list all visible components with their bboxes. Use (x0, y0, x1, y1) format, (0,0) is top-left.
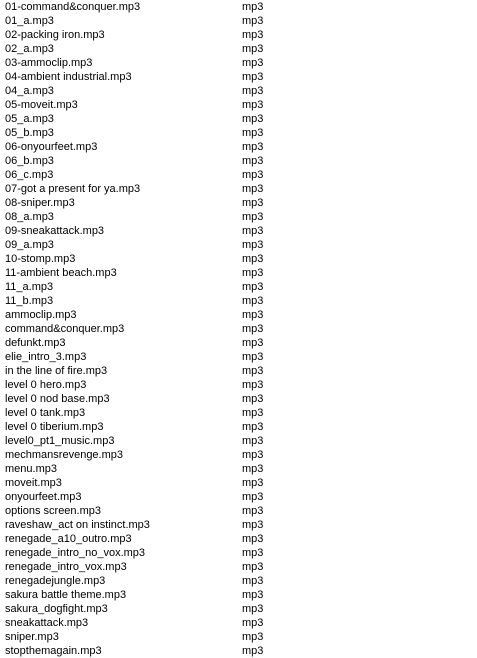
file-type: mp3 (242, 225, 264, 237)
file-name: mechmansrevenge.mp3 (5, 449, 124, 461)
file-name: in the line of fire.mp3 (5, 365, 108, 377)
file-row[interactable] (0, 476, 477, 490)
file-type: mp3 (242, 43, 264, 55)
file-name: 02_a.mp3 (5, 43, 54, 55)
file-name: 05-moveit.mp3 (5, 99, 78, 111)
file-name: level 0 tiberium.mp3 (5, 421, 104, 433)
file-name: 01-command&conquer.mp3 (5, 1, 141, 13)
file-name: level0_pt1_music.mp3 (5, 435, 115, 447)
file-type: mp3 (242, 365, 264, 377)
file-row[interactable] (0, 308, 477, 322)
file-row[interactable] (0, 28, 477, 42)
file-type: mp3 (242, 239, 264, 251)
file-row[interactable] (0, 560, 477, 574)
file-row[interactable] (0, 336, 477, 350)
file-name: options screen.mp3 (5, 505, 101, 517)
file-name: 05_a.mp3 (5, 113, 54, 125)
file-type: mp3 (242, 29, 264, 41)
file-type: mp3 (242, 197, 264, 209)
file-name: moveit.mp3 (5, 477, 62, 489)
file-type: mp3 (242, 57, 264, 69)
file-name: 07-got a present for ya.mp3 (5, 183, 141, 195)
file-row[interactable] (0, 350, 477, 364)
file-type: mp3 (242, 645, 264, 657)
file-row[interactable] (0, 490, 477, 504)
file-row[interactable] (0, 462, 477, 476)
file-type: mp3 (242, 323, 264, 335)
file-name: 03-ammoclip.mp3 (5, 57, 93, 69)
file-row[interactable] (0, 168, 477, 182)
file-row[interactable] (0, 434, 477, 448)
file-name: sniper.mp3 (5, 631, 59, 643)
file-row[interactable] (0, 210, 477, 224)
file-name: stopthemagain.mp3 (5, 645, 102, 657)
file-row[interactable] (0, 574, 477, 588)
file-name: 11_b.mp3 (5, 295, 54, 307)
file-type: mp3 (242, 421, 264, 433)
file-row[interactable] (0, 364, 477, 378)
file-name: defunkt.mp3 (5, 337, 66, 349)
file-type: mp3 (242, 603, 264, 615)
file-row[interactable] (0, 56, 477, 70)
file-type: mp3 (242, 351, 264, 363)
file-name: level 0 nod base.mp3 (5, 393, 110, 405)
file-name: renegadejungle.mp3 (5, 575, 106, 587)
file-type: mp3 (242, 281, 264, 293)
file-name: 02-packing iron.mp3 (5, 29, 105, 41)
file-name: 10-stomp.mp3 (5, 253, 76, 265)
file-row[interactable] (0, 140, 477, 154)
file-name: 06_c.mp3 (5, 169, 54, 181)
file-name: 06-onyourfeet.mp3 (5, 141, 98, 153)
file-type: mp3 (242, 463, 264, 475)
file-name: level 0 tank.mp3 (5, 407, 86, 419)
file-type: mp3 (242, 85, 264, 97)
file-row[interactable] (0, 182, 477, 196)
file-name: 01_a.mp3 (5, 15, 54, 27)
file-name: raveshaw_act on instinct.mp3 (5, 519, 150, 531)
file-row[interactable] (0, 154, 477, 168)
file-row[interactable] (0, 630, 477, 644)
file-name: elie_intro_3.mp3 (5, 351, 87, 363)
file-name: 06_b.mp3 (5, 155, 54, 167)
file-type: mp3 (242, 393, 264, 405)
file-type: mp3 (242, 253, 264, 265)
file-type: mp3 (242, 505, 264, 517)
file-row[interactable] (0, 266, 477, 280)
file-name: 09_a.mp3 (5, 239, 54, 251)
file-name: onyourfeet.mp3 (5, 491, 82, 503)
file-type: mp3 (242, 141, 264, 153)
file-name: 05_b.mp3 (5, 127, 54, 139)
file-name: sneakattack.mp3 (5, 617, 89, 629)
file-name: 04-ambient industrial.mp3 (5, 71, 132, 83)
file-row[interactable] (0, 616, 477, 630)
file-name: renegade_intro_no_vox.mp3 (5, 547, 146, 559)
file-row[interactable] (0, 322, 477, 336)
file-row[interactable] (0, 0, 477, 14)
file-row[interactable] (0, 532, 477, 546)
file-name: sakura_dogfight.mp3 (5, 603, 108, 615)
file-type: mp3 (242, 127, 264, 139)
file-row[interactable] (0, 196, 477, 210)
file-type: mp3 (242, 519, 264, 531)
file-type: mp3 (242, 477, 264, 489)
file-type: mp3 (242, 71, 264, 83)
file-name: ammoclip.mp3 (5, 309, 77, 321)
file-type: mp3 (242, 547, 264, 559)
file-type: mp3 (242, 491, 264, 503)
file-type: mp3 (242, 631, 264, 643)
file-name: menu.mp3 (5, 463, 57, 475)
file-type: mp3 (242, 309, 264, 321)
file-type: mp3 (242, 211, 264, 223)
file-type: mp3 (242, 295, 264, 307)
file-row[interactable] (0, 224, 477, 238)
file-name: sakura battle theme.mp3 (5, 589, 127, 601)
file-type: mp3 (242, 449, 264, 461)
file-row[interactable] (0, 14, 477, 28)
file-row[interactable] (0, 546, 477, 560)
file-name: level 0 hero.mp3 (5, 379, 87, 391)
file-name: 11-ambient beach.mp3 (5, 267, 117, 279)
file-name: command&conquer.mp3 (5, 323, 125, 335)
file-row[interactable] (0, 420, 477, 434)
file-name: 09-sneakattack.mp3 (5, 225, 105, 237)
file-type: mp3 (242, 183, 264, 195)
file-row[interactable] (0, 98, 477, 112)
file-row[interactable] (0, 406, 477, 420)
file-type: mp3 (242, 533, 264, 545)
file-type: mp3 (242, 1, 264, 13)
file-row[interactable] (0, 602, 477, 616)
file-name: renegade_a10_outro.mp3 (5, 533, 132, 545)
file-type: mp3 (242, 267, 264, 279)
file-row[interactable] (0, 280, 477, 294)
file-row[interactable] (0, 378, 477, 392)
file-type: mp3 (242, 15, 264, 27)
file-row[interactable] (0, 126, 477, 140)
file-type: mp3 (242, 113, 264, 125)
file-type: mp3 (242, 617, 264, 629)
file-row[interactable] (0, 42, 477, 56)
file-name: 11_a.mp3 (5, 281, 54, 293)
file-type: mp3 (242, 337, 264, 349)
file-row[interactable] (0, 252, 477, 266)
file-name: 08_a.mp3 (5, 211, 54, 223)
file-type: mp3 (242, 155, 264, 167)
file-row[interactable] (0, 504, 477, 518)
file-type: mp3 (242, 575, 264, 587)
file-name: renegade_intro_vox.mp3 (5, 561, 127, 573)
file-row[interactable] (0, 448, 477, 462)
file-type: mp3 (242, 99, 264, 111)
file-type: mp3 (242, 169, 264, 181)
file-type: mp3 (242, 435, 264, 447)
file-row[interactable] (0, 238, 477, 252)
file-type: mp3 (242, 589, 264, 601)
file-row[interactable] (0, 84, 477, 98)
file-row[interactable] (0, 70, 477, 84)
file-name: 08-sniper.mp3 (5, 197, 75, 209)
file-row[interactable] (0, 112, 477, 126)
file-row[interactable] (0, 588, 477, 602)
file-row[interactable] (0, 294, 477, 308)
file-row[interactable] (0, 644, 477, 658)
file-row[interactable] (0, 392, 477, 406)
file-row[interactable] (0, 518, 477, 532)
file-type: mp3 (242, 561, 264, 573)
file-type: mp3 (242, 407, 264, 419)
file-type: mp3 (242, 379, 264, 391)
file-name: 04_a.mp3 (5, 85, 54, 97)
